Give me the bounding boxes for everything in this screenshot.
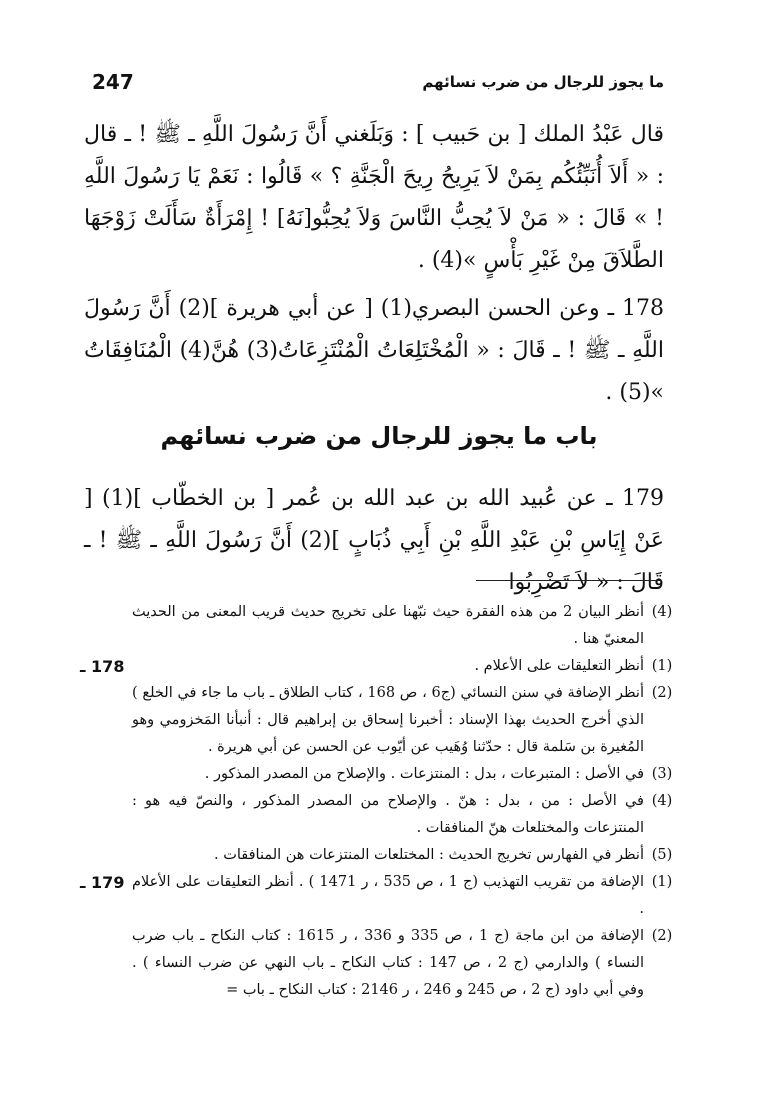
footnote: [80, 788, 680, 842]
footnote-group: 179 ـ: [80, 873, 125, 892]
running-title: ما يجوز للرجال من ضرب نسائهم: [422, 73, 664, 91]
page-number: 247: [92, 70, 134, 94]
footnote-number: (1): [651, 658, 673, 674]
footnotes: [80, 599, 680, 1004]
footnote-number: (3): [651, 766, 673, 782]
body-paragraph-hadith-177: [84, 114, 664, 282]
footnote: [80, 599, 680, 653]
footnote-number: (4): [651, 604, 673, 620]
footnote: [80, 761, 680, 788]
paragraph-text: 179 ـ عن عُبيد الله بن عبد الله بن عُمر [ بن الخطّاب ](1) [ عَنْ إِيَاسِ بْنِ عَبْدِ اللَّهِ بْنِ أَبِي ذُبَابٍ ](2) أَنَّ رَسُولَ اللَّهِ ـ ﷺ ! ـ قَالَ : « لاَ تَضْرِبُوا: [84, 486, 664, 595]
footnote: [80, 869, 680, 923]
footnote: [80, 653, 680, 680]
footnote-number: (4): [651, 793, 673, 809]
paragraph-text: 178 ـ وعن الحسن البصري(1) [ عن أبي هريرة ](2) أَنَّ رَسُولَ اللَّهِ ـ ﷺ ! ـ قَالَ : « الْمُخْتَلِعَاتُ الْمُنْتَزِعَاتُ(3) هُنَّ(4) الْمُنَافِقَاتُ »(5) .: [84, 296, 665, 405]
footnote-text: أنظر البيان 2 من هذه الفقرة حيث نبّهنا على تخريج حديث قريب المعنى من الحديث المعنيّ هنا .: [132, 604, 644, 647]
footnote-number: (5): [651, 847, 673, 863]
footnote-text: الإضافة من تقريب التهذيب (ج 1 ، ص 535 ، ر 1471 ) . أنظر التعليقات على الأعلام .: [132, 874, 644, 917]
page-header: [92, 70, 664, 100]
footnote-number: (2): [651, 928, 673, 944]
footnote-number: (1): [651, 874, 673, 890]
footnote-text: أنظر الإضافة في سنن النسائي (ج6 ، ص 168 ، كتاب الطلاق ـ باب ما جاء في الخلع ) الذي أخرج الحديث بهذا الإسناد : أخبرنا إسحاق بن إبراهيم قال : أنبأنا المَخزومي وهو المُغيرة بن سَلمة قال : حدّثنا وُهَيب عن أيّوب عن الحسن عن أبي هريرة .: [132, 685, 644, 755]
footnote-text: في الأصل : من ، بدل : هنّ . والإصلاح من المصدر المذكور ، والنصّ فيه هو : المنتزعات والمختلعات هنّ المنافقات .: [132, 793, 644, 836]
footnote: [80, 923, 680, 1004]
footnote-number: (2): [651, 685, 673, 701]
footnote-text: أنظر في الفهارس تخريج الحديث : المختلعات المنتزعات هن المنافقات .: [213, 847, 644, 863]
footnote-divider: [476, 580, 661, 581]
footnote: [80, 842, 680, 869]
footnote-group: 178 ـ: [80, 657, 125, 676]
paragraph-text: قال عَبْدُ الملك [ بن حَبيب ] : وَبَلَغني أَنَّ رَسُولَ اللَّهِ ـ ﷺ ! ـ قال : « أَلاَ أُنَبِّئُكُم بِمَنْ لاَ يَرِيحُ رِيحَ الْجَنَّةِ ؟ » قَالُوا : نَعَمْ يَا رَسُولَ اللَّهِ ! » قَالَ : « مَنْ لاَ يُحِبُّ النَّاسَ وَلاَ يُحِبُّو[نَهُ] ! إِمْرَأَةٌ سَأَلَتْ زَوْجَهَا الطَّلاَقَ مِنْ غَيْرِ بَأْسٍ »(4) .: [84, 122, 664, 273]
footnote-text: أنظر التعليقات على الأعلام .: [474, 658, 644, 674]
footnote-text: الإضافة من ابن ماجة (ج 1 ، ص 335 و 336 ، ر 1615 : كتاب النكاح ـ باب ضرب النساء ) والدارمي (ج 2 ، ص 147 : كتاب النكاح ـ باب النهي عن ضرب النساء ) . وفي أبي داود (ج 2 ، ص 245 و 246 ، ر 2146 : كتاب النكاح ـ باب =: [132, 928, 644, 998]
footnote: [80, 680, 680, 761]
footnote-text: في الأصل : المتبرعات ، بدل : المنتزعات . والإصلاح من المصدر المذكور .: [204, 766, 644, 782]
chapter-title: باب ما يجوز للرجال من ضرب نسائهم: [160, 422, 598, 450]
body-paragraph-hadith-179: [84, 478, 664, 604]
body-paragraph-hadith-178: [84, 288, 664, 414]
